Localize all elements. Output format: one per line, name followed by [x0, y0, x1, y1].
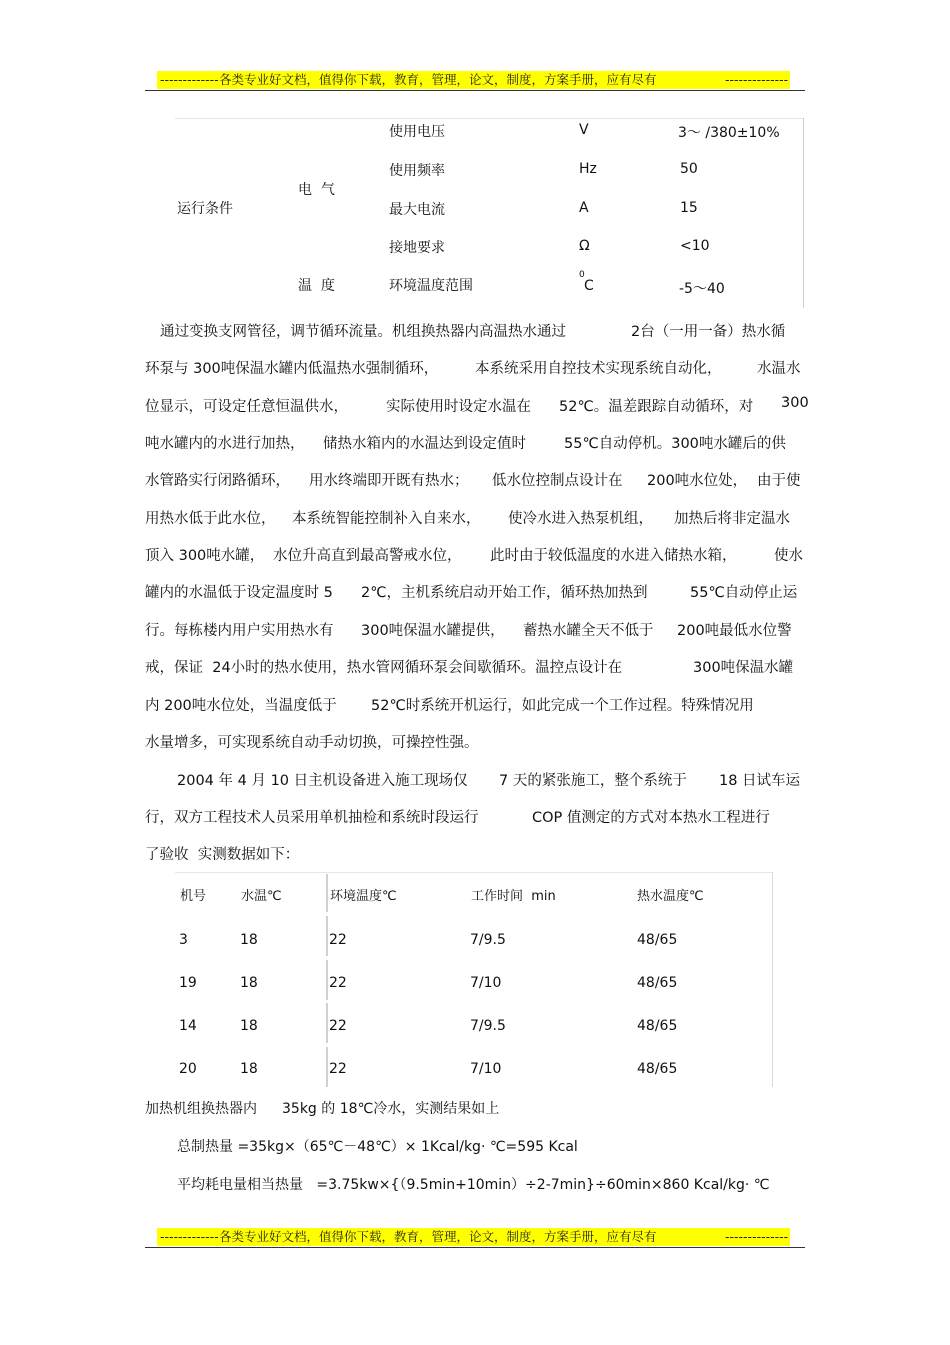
text-line: COP 值测定的方式对本热水工程进行: [532, 810, 770, 826]
text-line: 低水位控制点设计在: [492, 473, 623, 489]
spec-unit: A: [579, 200, 589, 216]
spec-group-label: 运行条件: [177, 201, 233, 217]
column-separator: [326, 1003, 328, 1043]
spec-item: 接地要求: [389, 240, 445, 256]
footer-banner: [157, 1228, 790, 1246]
column-separator: [326, 916, 328, 956]
text-line: 300: [781, 395, 809, 411]
table-cell: 7/9.5: [470, 1018, 506, 1034]
text-line: 罐内的水温低于设定温度时 5: [145, 585, 333, 601]
table-cell: 7/10: [470, 975, 502, 991]
column-separator: [326, 960, 328, 1000]
text-line: 55℃自动停止运: [690, 585, 798, 601]
text-line: 2℃，主机系统启动开始工作，循环热加热到: [361, 585, 648, 601]
table-cell: 22: [329, 1018, 347, 1034]
spec-item: 最大电流: [389, 202, 445, 218]
text-line: 蓄热水罐全天不低于: [523, 623, 654, 639]
table-cell: 18: [240, 1061, 258, 1077]
table-header: 工作时间 min: [471, 889, 556, 904]
text-line: 用水终端即开既有热水；: [309, 473, 469, 489]
text-line: 300吨保温水罐: [693, 660, 794, 676]
text-line: 加热后将非定温水: [674, 511, 790, 527]
text-line: 顶入 300吨水罐，: [145, 548, 265, 564]
table-cell: 19: [179, 975, 197, 991]
text-line: 7 天的紧张施工，整个系统于: [499, 773, 687, 789]
text-line: 实际使用时设定水温在: [386, 399, 531, 415]
text-line: 200吨最低水位警: [677, 623, 792, 639]
spec-unit: Hz: [579, 161, 597, 177]
spec-table-right-border: [803, 118, 804, 308]
results-text: [145, 1098, 810, 1194]
spec-value: -5～40: [679, 281, 725, 297]
text-line: 行，双方工程技术人员采用单机抽检和系统时段运行: [145, 810, 479, 826]
header-rule: [145, 90, 805, 91]
spec-table-top-border: [175, 118, 803, 119]
table-cell: 7/10: [470, 1061, 502, 1077]
header-banner: [157, 71, 790, 89]
text-line: 35kg 的 18℃冷水，实测结果如上: [282, 1101, 500, 1117]
spec-value: 3～ /380±10%: [678, 125, 780, 141]
table-cell: 14: [179, 1018, 197, 1034]
paragraph-acceptance: [145, 769, 810, 864]
banner-dashes-left: -------------: [160, 1229, 219, 1244]
table-cell: 22: [329, 1061, 347, 1077]
text-line: 水温水: [757, 361, 801, 377]
spec-unit: V: [579, 122, 589, 138]
table-header: 机号: [180, 889, 207, 904]
text-line: 使冷水进入热泵机组，: [508, 511, 653, 527]
spec-value: <10: [680, 238, 710, 254]
spec-table: [175, 118, 805, 308]
measurement-table-top-border: [175, 872, 773, 873]
text-line: 2004 年 4 月 10 日主机设备进入施工现场仅: [177, 773, 468, 789]
text-line: 储热水箱内的水温达到设定值时: [323, 436, 526, 452]
spec-unit-superscript: 0: [579, 270, 585, 280]
table-cell: 48/65: [637, 1061, 678, 1077]
spec-value: 50: [680, 161, 698, 177]
table-header: 环境温度℃: [330, 889, 397, 904]
text-line: 由于使: [757, 473, 801, 489]
table-cell: 22: [329, 932, 347, 948]
table-cell: 48/65: [637, 1018, 678, 1034]
text-line: 内 200吨水位处，当温度低于: [145, 698, 337, 714]
table-header: 水温℃: [241, 889, 282, 904]
table-header: 热水温度℃: [637, 889, 704, 904]
text-line: 水位升高直到最高警戒水位，: [273, 548, 462, 564]
spec-value: 15: [680, 200, 698, 216]
spec-item: 使用频率: [389, 163, 445, 179]
table-cell: 7/9.5: [470, 932, 506, 948]
banner-text: 各类专业好文档，值得你下载，教育，管理，论文，制度，方案手册，应有尽有: [219, 1229, 657, 1244]
measurement-table: [175, 872, 775, 1087]
text-line: 用热水低于此水位，: [145, 511, 276, 527]
banner-dashes-left: -------------: [160, 72, 219, 87]
spec-item: 环境温度范围: [389, 278, 473, 294]
spec-category-electric: 电 气: [298, 182, 335, 198]
table-cell: 48/65: [637, 975, 678, 991]
banner-dashes-right: --------------: [725, 1229, 789, 1244]
text-line: 52℃。温差跟踪自动循环，对: [559, 399, 754, 415]
column-separator: [326, 874, 328, 912]
banner-dashes-right: --------------: [725, 72, 789, 87]
measurement-table-right-border: [772, 872, 773, 1087]
text-line: 位显示，可设定任意恒温供水，: [145, 399, 348, 415]
text-line: 吨水罐内的水进行加热，: [145, 436, 305, 452]
spec-category-temperature: 温 度: [298, 278, 335, 294]
text-line: 本系统采用自控技术实现系统自动化，: [475, 361, 722, 377]
text-line: 此时由于较低温度的水进入储热水箱，: [490, 548, 737, 564]
text-line: 55℃自动停机。300吨水罐后的供: [564, 436, 786, 452]
table-cell: 22: [329, 975, 347, 991]
text-line: 戒，保证 24小时的热水使用，热水管网循环泵会间歇循环。温控点设计在: [145, 660, 623, 676]
table-cell: 18: [240, 932, 258, 948]
text-line: 水量增多，可实现系统自动手动切换，可操控性强。: [145, 735, 479, 751]
text-line: 使水: [774, 548, 803, 564]
text-line: 行。每栋楼内用户实用热水有: [145, 623, 334, 639]
spec-item: 使用电压: [389, 124, 445, 140]
text-line: 本系统智能控制补入自来水，: [292, 511, 481, 527]
column-separator: [326, 1047, 328, 1087]
text-line: 18 日试车运: [719, 773, 801, 789]
table-cell: 20: [179, 1061, 197, 1077]
text-line: 2台（一用一备）热水循: [631, 324, 786, 340]
text-line: 200吨水位处，: [647, 473, 748, 489]
text-line: 加热机组换热器内: [145, 1101, 257, 1117]
paragraph-system-operation: [145, 320, 810, 750]
text-line: 300吨保温水罐提供，: [361, 623, 505, 639]
text-line: 了验收 实测数据如下：: [145, 847, 300, 863]
table-cell: 18: [240, 975, 258, 991]
text-line: 52℃时系统开机运行，如此完成一个工作过程。特殊情况用: [371, 698, 754, 714]
text-line: 通过变换支网管径，调节循环流量。机组换热器内高温热水通过: [160, 324, 566, 340]
text-line: 水管路实行闭路循环，: [145, 473, 290, 489]
banner-text: 各类专业好文档，值得你下载，教育，管理，论文，制度，方案手册，应有尽有: [219, 72, 657, 87]
formula-power-heat: 平均耗电量相当热量 =3.75kw×{（9.5min+10min）÷2-7min}÷60min×860 Kcal/kg· ℃: [177, 1177, 770, 1193]
table-cell: 48/65: [637, 932, 678, 948]
table-cell: 18: [240, 1018, 258, 1034]
table-cell: 3: [179, 932, 188, 948]
spec-unit: C: [584, 278, 594, 294]
text-line: 环泵与 300吨保温水罐内低温热水强制循环，: [145, 361, 439, 377]
formula-total-heat: 总制热量 =35kg×（65℃－48℃）× 1Kcal/kg· ℃=595 Kcal: [177, 1139, 578, 1155]
footer-rule: [145, 1247, 805, 1248]
spec-unit: Ω: [579, 238, 590, 254]
